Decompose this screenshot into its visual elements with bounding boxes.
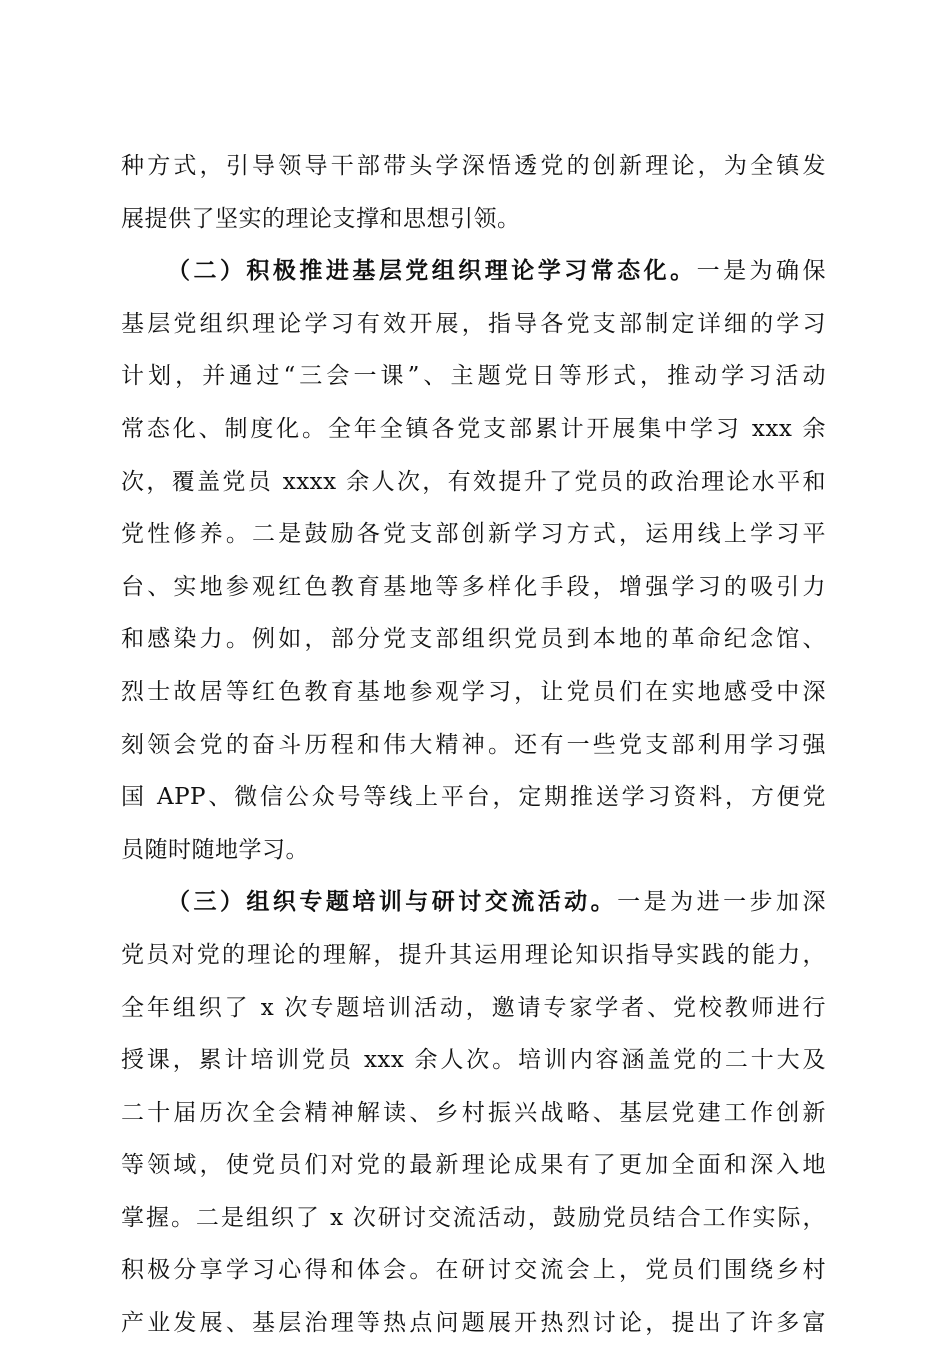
text-line: [121, 561, 826, 614]
line-text: 烈士故居等红色教育基地参观学习，让党员们在实地感受中深: [121, 678, 826, 705]
line-text: 二十届历次全会精神解读、乡村振兴战略、基层党建工作创新: [121, 1099, 826, 1126]
line-text: 一是为确保: [696, 258, 827, 285]
line-text: 产业发展、基层治理等热点问题展开热烈讨论，提出了许多富: [121, 1310, 826, 1337]
line-text: 刻领会党的奋斗历程和伟大精神。还有一些党支部利用学习强: [121, 731, 826, 758]
text-line: [121, 1034, 826, 1087]
text-line: [121, 193, 826, 246]
text-line: [121, 666, 826, 719]
body-text: [121, 140, 826, 1350]
text-line: [121, 403, 826, 456]
paragraph-heading-line: [121, 876, 826, 929]
line-text: 党性修养。二是鼓励各党支部创新学习方式，运用线上学习平: [121, 521, 826, 548]
line-text: 等领域，使党员们对党的最新理论成果有了更加全面和深入地: [121, 1152, 826, 1179]
line-text: 计划，并通过“三会一课”、主题党日等形式，推动学习活动: [121, 363, 826, 390]
line-text: 和感染力。例如，部分党支部组织党员到本地的革命纪念馆、: [121, 626, 826, 653]
text-line: [121, 613, 826, 666]
text-line: [121, 1297, 826, 1350]
text-line: [121, 298, 826, 351]
text-line: [121, 824, 826, 877]
text-line: [121, 140, 826, 193]
text-line: [121, 982, 826, 1035]
text-line: [121, 1087, 826, 1140]
text-line: [121, 771, 826, 824]
line-text: 次，覆盖党员 xxxx 余人次，有效提升了党员的政治理论水平和: [121, 468, 826, 495]
text-line: [121, 929, 826, 982]
text-line: [121, 456, 826, 509]
section-heading: （二）积极推进基层党组织理论学习常态化。: [167, 257, 697, 285]
text-line: [121, 1139, 826, 1192]
line-text: 基层党组织理论学习有效开展，指导各党支部制定详细的学习: [121, 310, 826, 337]
line-text: 展提供了坚实的理论支撑和思想引领。: [121, 205, 521, 232]
paragraph-heading-line: [121, 245, 826, 298]
line-text: 一是为进一步加深: [617, 889, 827, 916]
text-line: [121, 719, 826, 772]
line-text: 党员对党的理论的理解，提升其运用理论知识指导实践的能力，: [121, 941, 826, 968]
text-line: [121, 1192, 826, 1245]
line-text: 授课，累计培训党员 xxx 余人次。培训内容涵盖党的二十大及: [121, 1047, 826, 1074]
line-text: 掌握。二是组织了 x 次研讨交流活动，鼓励党员结合工作实际，: [121, 1204, 826, 1231]
line-text: 员随时随地学习。: [121, 836, 309, 863]
text-line: [121, 1244, 826, 1297]
text-line: [121, 508, 826, 561]
line-text: 国 APP、微信公众号等线上平台，定期推送学习资料，方便党: [121, 784, 826, 811]
line-text: 全年组织了 x 次专题培训活动，邀请专家学者、党校教师进行: [121, 994, 826, 1021]
line-text: 种方式，引导领导干部带头学深悟透党的创新理论，为全镇发: [121, 153, 826, 179]
line-text: 常态化、制度化。全年全镇各党支部累计开展集中学习 xxx 余: [121, 415, 826, 442]
text-line: [121, 350, 826, 403]
section-heading: （三）组织专题培训与研讨交流活动。: [167, 888, 618, 916]
line-text: 台、实地参观红色教育基地等多样化手段，增强学习的吸引力: [121, 573, 826, 600]
line-text: 积极分享学习心得和体会。在研讨交流会上，党员们围绕乡村: [121, 1257, 826, 1284]
